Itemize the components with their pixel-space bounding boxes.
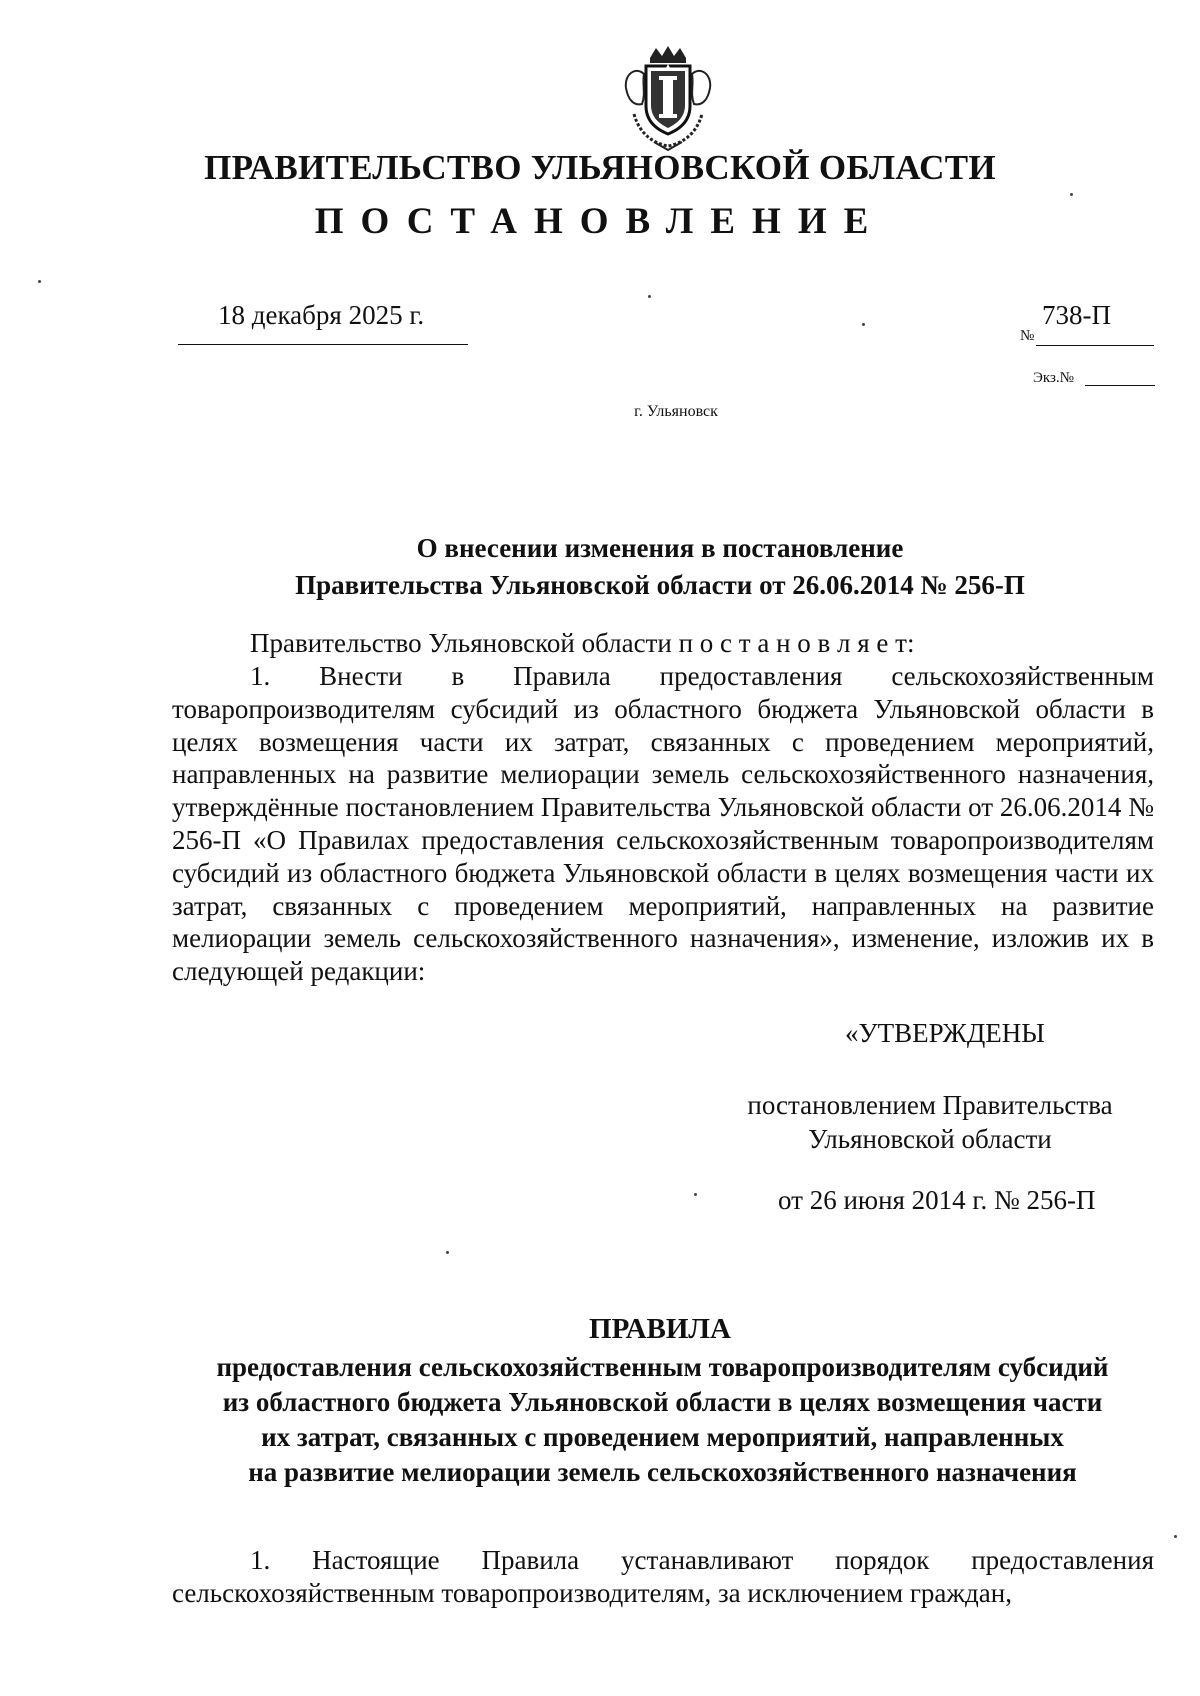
scan-speck: [1070, 193, 1073, 196]
copy-number-underline: [1085, 385, 1155, 386]
scan-speck: [446, 1251, 449, 1254]
rules-item-1: 1. Настоящие Правила устанавливают порядок предоставления сельскохозяйственным товаропроизводителям, за исключением граждан,: [172, 1545, 1154, 1608]
rules-subtitle-line: их затрат, связанных с проведением мероприятий, направленных: [261, 1422, 1064, 1452]
coat-of-arms-icon: [620, 44, 716, 152]
date-underline: [178, 344, 468, 345]
approval-authority: [650, 1088, 1200, 1156]
rules-subtitle-line: из областного бюджета Ульяновской области в целях возмещения части: [222, 1387, 1103, 1417]
approval-line: Ульяновской области: [808, 1124, 1052, 1154]
decree-item-1: 1. Внести в Правила предоставления сельскохозяйственным товаропроизводителям субсидий из областного бюджета Ульяновской области в целях возмещения части их затрат, связанных с проведением мероприятий, направленных на развитие мелиорации земель сельскохозяйственного назначения, утверждённые постановлением Правительства Ульяновской области от 26.06.2014 № 256-П «О Правилах предоставления сельскохозяйственным товаропроизводителям субсидий из областного бюджета Ульяновской области в целях возмещения части их затрат, связанных с проведением мероприятий, направленных на развитие мелиорации земель сельскохозяйственного назначения», изменение, изложив их в следующей редакции:: [172, 661, 1154, 987]
number-sign: №: [1020, 328, 1035, 344]
scan-speck: [862, 323, 865, 326]
approval-title: «УТВЕРЖДЕНЫ: [845, 1018, 1045, 1048]
approval-line: постановлением Правительства: [747, 1090, 1113, 1120]
rules-subtitle-line: предоставления сельскохозяйственным товаропроизводителям субсидий: [216, 1352, 1109, 1382]
organization-title: ПРАВИТЕЛЬСТВО УЛЬЯНОВСКОЙ ОБЛАСТИ: [204, 148, 996, 187]
rules-subtitle-line: на развитие мелиорации земель сельскохозяйственного назначения: [248, 1457, 1077, 1487]
document-number: 738-П: [1042, 300, 1111, 330]
subject-line: О внесении изменения в постановление: [416, 533, 904, 563]
rules-subtitle: [170, 1350, 1155, 1490]
decree-statement: Правительство Ульяновской области п о с т а н о в л я е т:: [250, 628, 915, 658]
rules-title: ПРАВИЛА: [589, 1313, 731, 1345]
document-type-title: ПОСТАНОВЛЕНИЕ: [314, 201, 886, 242]
subject-line: Правительства Ульяновской области от 26.06.2014 № 256-П: [295, 570, 1025, 600]
document-date: 18 декабря 2025 г.: [218, 300, 425, 330]
document-subject: [200, 530, 1120, 604]
scan-speck: [648, 295, 651, 298]
scan-speck: [694, 1193, 697, 1196]
copy-number-label: Экз.№: [1033, 370, 1074, 386]
city-line: г. Ульяновск: [634, 403, 718, 420]
number-underline: [1036, 345, 1154, 346]
scan-speck: [1174, 1535, 1177, 1538]
coat-of-arms-emblem: [620, 44, 716, 152]
approval-date: от 26 июня 2014 г. № 256-П: [778, 1185, 1096, 1215]
scan-speck: [38, 280, 41, 283]
